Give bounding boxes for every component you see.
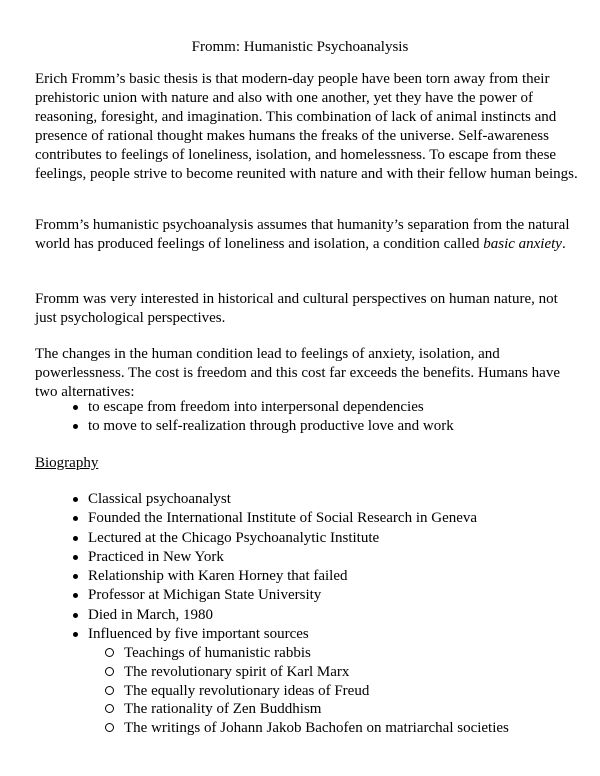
bullet-icon: [73, 536, 78, 541]
sub-list-item-text: The equally revolutionary ideas of Freud: [124, 682, 370, 699]
list-item-text: Lectured at the Chicago Psychoanalytic Institute: [88, 529, 380, 546]
perspectives-paragraph: Fromm was very interested in historical and cultural perspectives on human nature, not just psychological perspectives.: [35, 291, 558, 326]
intro-paragraph: Erich Fromm’s basic thesis is that modern-day people have been torn away from their prehistoric union with nature and also with one another, yet they have the power of reasoning, foresight, and imagination. This combination of lack of animal instincts and presence of rational thought makes humans the freaks of the universe. Self-awareness contributes to feelings of loneliness, isolation, and homelessness. To escape from these feelings, people strive to become reunited with nature and with their fellow human beings.: [35, 71, 578, 182]
bullet-icon: [73, 574, 78, 579]
list-item-text: to move to self-realization through productive love and work: [88, 418, 454, 435]
bullet-icon: [73, 632, 78, 637]
bullet-icon: [73, 555, 78, 560]
list-item-text: Professor at Michigan State University: [88, 587, 322, 604]
hollow-bullet-icon: [105, 686, 114, 695]
sub-list-item: [88, 700, 509, 719]
sub-list-item: [88, 663, 509, 682]
list-item: [0, 586, 509, 605]
sub-list-item-text: The rationality of Zen Buddhism: [124, 701, 322, 718]
sub-list-item-text: The writings of Johann Jakob Bachofen on matriarchal societies: [124, 719, 509, 736]
list-item-text: Relationship with Karen Horney that failed: [88, 568, 348, 585]
sub-list-item: [88, 644, 509, 663]
sub-list-item-text: The revolutionary spirit of Karl Marx: [124, 663, 350, 680]
paragraph-text: Fromm’s humanistic psychoanalysis assumes that humanity’s separation from the natural world has produced feelings of loneliness and isolation, a condition called: [35, 217, 570, 252]
human-condition-paragraph: The changes in the human condition lead to feelings of anxiety, isolation, and powerlessness. The cost is freedom and this cost far exceeds the benefits. Humans have two alternatives:: [35, 346, 560, 400]
bullet-icon: [73, 593, 78, 598]
list-item: [0, 567, 509, 586]
sub-list-item-text: Teachings of humanistic rabbis: [124, 645, 311, 662]
basic-anxiety-term: basic anxiety: [483, 236, 562, 252]
list-item-text: Influenced by five important sources: [88, 626, 309, 643]
hollow-bullet-icon: [105, 704, 114, 713]
paragraph-period: .: [561, 236, 566, 252]
hollow-bullet-icon: [105, 723, 114, 732]
list-item-text: Classical psychoanalyst: [88, 491, 231, 507]
list-item-text: Founded the International Institute of Social Research in Geneva: [88, 510, 478, 527]
page-title: Fromm: Humanistic Psychoanalysis: [191, 39, 409, 55]
bullet-icon: [73, 613, 78, 618]
sub-list-item: [88, 719, 509, 738]
list-item: [0, 417, 454, 436]
sub-list-item: [88, 682, 509, 701]
list-item-text: Died in March, 1980: [88, 606, 213, 623]
list-item: [0, 490, 509, 509]
hollow-bullet-icon: [105, 667, 114, 676]
list-item: [0, 606, 509, 625]
sources-list: [88, 644, 509, 737]
bullet-icon: [73, 516, 78, 521]
list-item: [0, 398, 454, 417]
list-item-text: to escape from freedom into interpersonal dependencies: [88, 399, 424, 415]
basic-anxiety-paragraph: [35, 216, 580, 254]
biography-heading: Biography: [35, 455, 99, 471]
list-item: [0, 548, 509, 567]
bullet-icon: [73, 424, 78, 429]
hollow-bullet-icon: [105, 648, 114, 657]
list-item: [0, 529, 509, 548]
biography-list: [0, 490, 509, 737]
list-item: [0, 509, 509, 528]
list-item: [0, 625, 509, 737]
alternatives-list: [0, 398, 454, 437]
bullet-icon: [73, 405, 78, 410]
bullet-icon: [73, 497, 78, 502]
list-item-text: Practiced in New York: [88, 548, 224, 565]
